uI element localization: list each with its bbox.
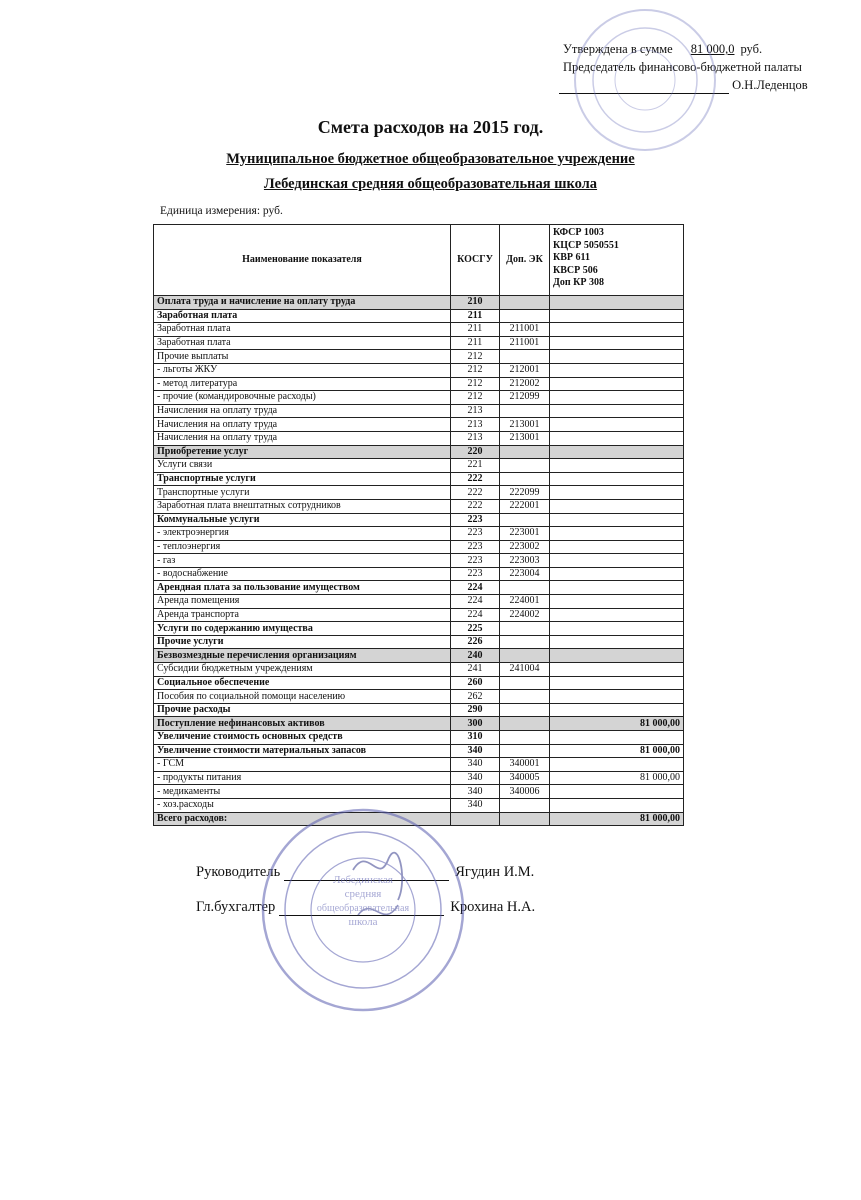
cell-dop-ek — [500, 744, 550, 758]
cell-dop-ek: 211001 — [500, 336, 550, 350]
cell-indicator-name: Всего расходов: — [154, 812, 451, 826]
table-row — [154, 391, 684, 405]
fund-code-kfsr: КФСР 1003 — [553, 227, 604, 238]
cell-dop-ek: 212099 — [500, 391, 550, 405]
cell-dop-ek: 212002 — [500, 377, 550, 391]
cell-amount — [550, 336, 684, 350]
cell-kosgu: 340 — [451, 771, 500, 785]
cell-kosgu: 210 — [451, 296, 500, 310]
cell-dop-ek — [500, 309, 550, 323]
approval-currency: руб. — [740, 42, 763, 56]
cell-indicator-name: Транспортные услуги — [154, 472, 451, 486]
cell-amount — [550, 513, 684, 527]
table-row — [154, 703, 684, 717]
table-row — [154, 717, 684, 731]
cell-kosgu: 224 — [451, 608, 500, 622]
cell-kosgu: 213 — [451, 418, 500, 432]
cell-amount — [550, 649, 684, 663]
cell-amount — [550, 296, 684, 310]
table-body — [154, 296, 684, 826]
table-row — [154, 296, 684, 310]
cell-indicator-name: Поступление нефинансовых активов — [154, 717, 451, 731]
cell-amount: 81 000,00 — [550, 744, 684, 758]
table-row — [154, 309, 684, 323]
fund-code-kcsr: КЦСР 5050551 — [553, 239, 619, 251]
cell-amount — [550, 703, 684, 717]
cell-kosgu: 222 — [451, 499, 500, 513]
table-row — [154, 785, 684, 799]
cell-indicator-name: Услуги по содержанию имущества — [154, 622, 451, 636]
cell-indicator-name: Коммунальные услуги — [154, 513, 451, 527]
svg-text:средняя: средняя — [344, 888, 382, 900]
cell-dop-ek: 222001 — [500, 499, 550, 513]
cell-indicator-name: Безвозмездные перечисления организациям — [154, 649, 451, 663]
cell-indicator-name: - медикаменты — [154, 785, 451, 799]
organization-type: Муниципальное бюджетное общеобразовательное учреждение — [226, 151, 635, 167]
cell-dop-ek — [500, 635, 550, 649]
cell-kosgu: 223 — [451, 527, 500, 541]
table-row — [154, 581, 684, 595]
cell-amount — [550, 608, 684, 622]
cell-dop-ek: 213001 — [500, 431, 550, 445]
cell-amount — [550, 567, 684, 581]
cell-amount — [550, 323, 684, 337]
cell-kosgu: 223 — [451, 540, 500, 554]
cell-amount: 81 000,00 — [550, 812, 684, 826]
cell-kosgu: 213 — [451, 431, 500, 445]
cell-indicator-name: - водоснабжение — [154, 567, 451, 581]
table-row — [154, 676, 684, 690]
cell-amount — [550, 459, 684, 473]
header-kosgu: КОСГУ — [451, 225, 500, 296]
table-row — [154, 527, 684, 541]
cell-amount — [550, 445, 684, 459]
approval-position: Председатель финансово-бюджетной палаты — [563, 60, 802, 74]
cell-amount — [550, 391, 684, 405]
cell-dop-ek: 224002 — [500, 608, 550, 622]
cell-amount — [550, 363, 684, 377]
cell-kosgu: 212 — [451, 363, 500, 377]
table-row — [154, 567, 684, 581]
cell-dop-ek: 211001 — [500, 323, 550, 337]
cell-indicator-name: Заработная плата — [154, 309, 451, 323]
document-title: Смета расходов на 2015 год. — [317, 117, 544, 137]
cell-amount — [550, 785, 684, 799]
accountant-name: Крохина Н.А. — [450, 899, 536, 915]
estimate-table — [153, 224, 684, 826]
cell-kosgu: 300 — [451, 717, 500, 731]
approval-amount: 81 000,0 — [690, 42, 735, 56]
cell-dop-ek — [500, 717, 550, 731]
cell-indicator-name: Заработная плата внештатных сотрудников — [154, 499, 451, 513]
cell-kosgu: 224 — [451, 595, 500, 609]
cell-dop-ek: 340001 — [500, 758, 550, 772]
cell-kosgu: 262 — [451, 690, 500, 704]
table-row — [154, 595, 684, 609]
cell-amount — [550, 554, 684, 568]
table-row — [154, 771, 684, 785]
cell-kosgu: 223 — [451, 567, 500, 581]
cell-dop-ek: 340006 — [500, 785, 550, 799]
header-fund-codes — [550, 225, 684, 296]
cell-kosgu: 221 — [451, 459, 500, 473]
cell-kosgu: 212 — [451, 377, 500, 391]
table-header-row — [154, 225, 684, 296]
table-row — [154, 649, 684, 663]
table-row — [154, 472, 684, 486]
cell-indicator-name: Начисления на оплату труда — [154, 404, 451, 418]
cell-kosgu: 240 — [451, 649, 500, 663]
cell-indicator-name: Транспортные услуги — [154, 486, 451, 500]
table-row — [154, 744, 684, 758]
table-row — [154, 499, 684, 513]
cell-indicator-name: Пособия по социальной помощи населению — [154, 690, 451, 704]
cell-amount — [550, 676, 684, 690]
table-row — [154, 622, 684, 636]
cell-indicator-name: Арендная плата за пользование имуществом — [154, 581, 451, 595]
cell-dop-ek — [500, 703, 550, 717]
cell-kosgu: 226 — [451, 635, 500, 649]
head-label: Руководитель — [196, 864, 281, 880]
cell-kosgu: 223 — [451, 554, 500, 568]
approval-prefix: Утверждена в сумме — [563, 42, 673, 56]
cell-indicator-name: Начисления на оплату труда — [154, 431, 451, 445]
table-row — [154, 513, 684, 527]
cell-indicator-name: Увеличение стоимости материальных запасов — [154, 744, 451, 758]
cell-dop-ek — [500, 690, 550, 704]
cell-indicator-name: - метод литература — [154, 377, 451, 391]
cell-indicator-name: - электроэнергия — [154, 527, 451, 541]
table-row — [154, 418, 684, 432]
cell-amount — [550, 431, 684, 445]
cell-kosgu: 223 — [451, 513, 500, 527]
cell-indicator-name: Прочие расходы — [154, 703, 451, 717]
cell-amount — [550, 635, 684, 649]
cell-dop-ek — [500, 513, 550, 527]
cell-amount — [550, 622, 684, 636]
cell-amount — [550, 595, 684, 609]
table-row — [154, 731, 684, 745]
cell-indicator-name: Увеличение стоимость основных средств — [154, 731, 451, 745]
svg-text:общеобразовательная: общеобразовательная — [316, 903, 410, 914]
cell-indicator-name: Аренда транспорта — [154, 608, 451, 622]
fund-code-dop-kr: Доп КР 308 — [553, 277, 605, 288]
cell-dop-ek: 340005 — [500, 771, 550, 785]
cell-kosgu: 211 — [451, 336, 500, 350]
table-row — [154, 459, 684, 473]
cell-amount — [550, 486, 684, 500]
cell-amount — [550, 540, 684, 554]
cell-amount — [550, 581, 684, 595]
cell-amount — [550, 758, 684, 772]
cell-kosgu: 211 — [451, 323, 500, 337]
cell-kosgu: 260 — [451, 676, 500, 690]
cell-dop-ek: 223004 — [500, 567, 550, 581]
table-row — [154, 663, 684, 677]
cell-amount — [550, 418, 684, 432]
cell-amount — [550, 377, 684, 391]
cell-dop-ek: 213001 — [500, 418, 550, 432]
school-seal-stamp — [258, 805, 468, 1015]
table-row — [154, 336, 684, 350]
cell-dop-ek — [500, 812, 550, 826]
cell-amount — [550, 690, 684, 704]
cell-amount — [550, 404, 684, 418]
cell-dop-ek — [500, 296, 550, 310]
cell-amount — [550, 350, 684, 364]
cell-indicator-name: Прочие услуги — [154, 635, 451, 649]
table-row — [154, 635, 684, 649]
cell-kosgu: 340 — [451, 785, 500, 799]
cell-kosgu: 224 — [451, 581, 500, 595]
table-row — [154, 486, 684, 500]
svg-text:школа: школа — [348, 916, 378, 928]
table-row — [154, 608, 684, 622]
cell-dop-ek — [500, 731, 550, 745]
cell-dop-ek — [500, 472, 550, 486]
cell-dop-ek — [500, 445, 550, 459]
cell-kosgu: 340 — [451, 798, 500, 812]
table-row — [154, 377, 684, 391]
cell-indicator-name: Заработная плата — [154, 336, 451, 350]
table-row — [154, 363, 684, 377]
cell-indicator-name: - хоз.расходы — [154, 798, 451, 812]
cell-kosgu: 212 — [451, 391, 500, 405]
table-row — [154, 350, 684, 364]
unit-of-measure: Единица измерения: руб. — [160, 205, 283, 217]
cell-amount: 81 000,00 — [550, 717, 684, 731]
cell-kosgu: 222 — [451, 486, 500, 500]
cell-amount: 81 000,00 — [550, 771, 684, 785]
cell-dop-ek — [500, 649, 550, 663]
cell-kosgu: 241 — [451, 663, 500, 677]
organization-name: Лебединская средняя общеобразовательная школа — [263, 176, 598, 192]
cell-kosgu: 222 — [451, 472, 500, 486]
cell-amount — [550, 309, 684, 323]
cell-dop-ek: 222099 — [500, 486, 550, 500]
cell-dop-ek — [500, 459, 550, 473]
cell-indicator-name: - газ — [154, 554, 451, 568]
cell-indicator-name: Оплата труда и начисление на оплату труда — [154, 296, 451, 310]
table-row — [154, 404, 684, 418]
table-row — [154, 554, 684, 568]
cell-dop-ek — [500, 798, 550, 812]
fund-code-kvr: КВР 611 — [553, 252, 590, 263]
cell-dop-ek: 224001 — [500, 595, 550, 609]
cell-dop-ek — [500, 581, 550, 595]
cell-dop-ek — [500, 404, 550, 418]
table-row — [154, 690, 684, 704]
cell-dop-ek: 212001 — [500, 363, 550, 377]
cell-indicator-name: Услуги связи — [154, 459, 451, 473]
cell-dop-ek — [500, 350, 550, 364]
cell-amount — [550, 499, 684, 513]
cell-dop-ek: 223001 — [500, 527, 550, 541]
accountant-label: Гл.бухгалтер — [196, 899, 276, 915]
table-row — [154, 758, 684, 772]
cell-indicator-name: - теплоэнергия — [154, 540, 451, 554]
table-row — [154, 540, 684, 554]
cell-dop-ek: 223002 — [500, 540, 550, 554]
cell-kosgu: 212 — [451, 350, 500, 364]
header-dop-ek: Доп. ЭК — [500, 225, 550, 296]
cell-indicator-name: - продукты питания — [154, 771, 451, 785]
cell-indicator-name: Аренда помещения — [154, 595, 451, 609]
table-row — [154, 323, 684, 337]
cell-amount — [550, 527, 684, 541]
cell-kosgu: 290 — [451, 703, 500, 717]
fund-code-kvsr: КВСР 506 — [553, 264, 598, 276]
cell-indicator-name: Социальное обеспечение — [154, 676, 451, 690]
header-indicator-name: Наименование показателя — [154, 225, 451, 296]
head-name: Ягудин И.М. — [455, 864, 535, 880]
cell-kosgu: 340 — [451, 744, 500, 758]
cell-indicator-name: - льготы ЖКУ — [154, 363, 451, 377]
cell-kosgu: 340 — [451, 758, 500, 772]
cell-indicator-name: Заработная плата — [154, 323, 451, 337]
cell-kosgu: 220 — [451, 445, 500, 459]
cell-kosgu: 310 — [451, 731, 500, 745]
table-row — [154, 445, 684, 459]
svg-text:Лебединская: Лебединская — [333, 874, 393, 886]
cell-kosgu: 211 — [451, 309, 500, 323]
cell-amount — [550, 663, 684, 677]
cell-kosgu: 213 — [451, 404, 500, 418]
table-row — [154, 431, 684, 445]
cell-dop-ek — [500, 676, 550, 690]
cell-indicator-name: Субсидии бюджетным учреждениям — [154, 663, 451, 677]
cell-dop-ek: 223003 — [500, 554, 550, 568]
cell-indicator-name: - ГСМ — [154, 758, 451, 772]
cell-amount — [550, 731, 684, 745]
cell-dop-ek — [500, 622, 550, 636]
cell-indicator-name: Прочие выплаты — [154, 350, 451, 364]
cell-indicator-name: Приобретение услуг — [154, 445, 451, 459]
cell-indicator-name: Начисления на оплату труда — [154, 418, 451, 432]
cell-dop-ek: 241004 — [500, 663, 550, 677]
cell-amount — [550, 798, 684, 812]
cell-amount — [550, 472, 684, 486]
approver-name: О.Н.Леденцов — [732, 78, 808, 92]
cell-kosgu: 225 — [451, 622, 500, 636]
cell-indicator-name: - прочие (командировочные расходы) — [154, 391, 451, 405]
